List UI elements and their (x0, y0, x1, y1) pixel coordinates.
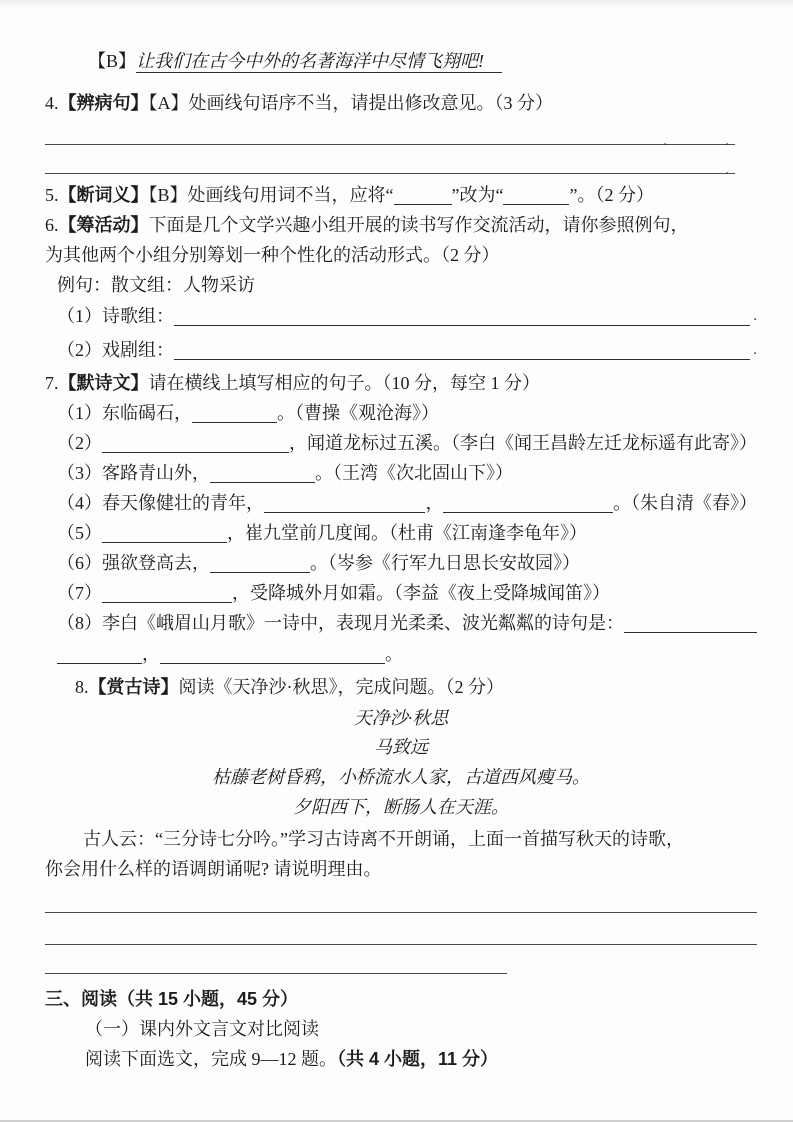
q7-item-6-post: 。（岑参《行军九日思长安故园》） (310, 553, 580, 573)
answer-line (45, 957, 507, 974)
fill-blank (210, 464, 315, 483)
fill-blank (160, 645, 385, 664)
fill-blank (264, 494, 425, 513)
question-4 (45, 88, 757, 118)
question-5-text-pre: 【B】处画线句用词不当，应将“ (148, 185, 394, 205)
question-8 (75, 672, 757, 702)
q8-prompt-line2: 你会用什么样的语调朗诵呢? 请说明理由。 (45, 859, 382, 879)
poem-line-2: 夕阳西下，断肠人在天涯。 (293, 797, 509, 817)
line-dot: . (725, 133, 729, 149)
question-8-number: 8. (75, 677, 89, 697)
question-5 (45, 180, 757, 210)
fill-blank (102, 434, 289, 453)
fill-blank (503, 186, 569, 205)
q6-sub-item-2 (57, 334, 757, 368)
q6-example (57, 270, 757, 300)
question-8-text: 阅读《天净沙·秋思》，完成问题。（2 分） (178, 677, 504, 697)
q7-item-5-pre: （5） (57, 523, 102, 543)
fill-blank (174, 307, 750, 326)
question-6-number: 6. (45, 215, 59, 235)
line-dot: . (725, 162, 729, 178)
fill-blank (624, 614, 757, 633)
q7-item-8-comma: ， (142, 644, 160, 664)
q7-item-2-post: ，闻道龙标过五溪。（李白《闻王昌龄左迁龙标遥有此寄》） (289, 433, 757, 453)
question-5-number: 5. (45, 185, 59, 205)
fill-blank (102, 584, 232, 603)
q7-item-8-pre: （8）李白《峨眉山月歌》一诗中，表现月光柔柔、波光粼粼的诗句是： (57, 613, 624, 633)
q7-item-3-pre: （3）客路青山外， (57, 463, 210, 483)
question-7-text: 请在横线上填写相应的句子。（10 分，每空 1 分） (148, 373, 540, 393)
question-8-tag: 【赏古诗】 (88, 677, 179, 697)
q7-item-8-period: 。 (385, 644, 403, 664)
excerpt-marker: 【B】 (88, 51, 137, 71)
question-7 (45, 368, 757, 398)
q6-example-text: 例句：散文组：人物采访 (57, 275, 255, 295)
answer-line (45, 157, 735, 178)
q7-item-3-post: 。（王湾《次北固山下》） (315, 463, 513, 483)
q7-item-1-pre: （1）东临碣石， (57, 403, 192, 423)
section-3-intro-text: 阅读下面选文，完成 9—12 题。 (85, 1049, 337, 1069)
question-5-text-mid: ”改为“ (451, 185, 504, 205)
question-6 (45, 210, 757, 240)
poem-author: 马致远 (374, 737, 428, 757)
line-dot: . (753, 308, 757, 324)
q7-item-7-pre: （7） (57, 583, 102, 603)
q7-item-7 (57, 578, 757, 608)
q7-item-8 (57, 608, 757, 638)
q7-item-2 (57, 428, 757, 458)
q8-prompt-line1: 古人云：“三分诗七分吟。”学习古诗离不开朗诵，上面一首描写秋天的诗歌， (83, 829, 684, 849)
line-dot: . (663, 133, 667, 149)
poem-line-1: 枯藤老树昏鸦，小桥流水人家，古道西风瘦马。 (212, 767, 590, 787)
q7-item-5 (57, 518, 757, 548)
q7-item-8-continuation (57, 638, 757, 670)
q7-item-4-mid: ， (425, 493, 444, 513)
q7-item-6 (57, 548, 757, 578)
question-6-continuation (45, 240, 757, 270)
poem-title: 天净沙·秋思 (353, 708, 449, 728)
q6-sub2-label: （2）戏剧组： (57, 340, 174, 360)
q7-item-6-pre: （6）强欲登高去， (57, 553, 210, 573)
fill-blank (174, 341, 750, 360)
fill-blank (57, 645, 142, 664)
line-dot: . (753, 342, 757, 358)
q7-item-4-post: 。（朱自清《春》） (613, 493, 757, 513)
excerpt-underlined-sentence: 让我们在古今中外的名著海洋中尽情飞翔吧! (136, 51, 502, 73)
fill-blank (394, 186, 452, 205)
answer-line (45, 128, 735, 149)
section-3-subtitle: （一）课内外文言文对比阅读 (85, 1019, 319, 1039)
q7-item-2-pre: （2） (57, 433, 102, 453)
fill-blank (192, 404, 277, 423)
section-3-title: 三、阅读（共 15 小题，45 分） (45, 989, 299, 1009)
question-5-text-post: ”。（2 分） (569, 185, 654, 205)
question-5-tag: 【断词义】 (58, 185, 149, 205)
q7-item-3 (57, 458, 757, 488)
fill-blank (102, 524, 227, 543)
fill-blank (210, 554, 310, 573)
question-4-text: 【A】处画线句语序不当，请提出修改意见。（3 分） (148, 93, 553, 113)
q7-item-7-post: ，受降城外月如霜。（李益《夜上受降城闻笛》） (232, 583, 610, 603)
q6-sub1-label: （1）诗歌组： (57, 306, 174, 326)
answer-line (45, 928, 757, 945)
section-3-intro (85, 1044, 757, 1074)
q7-item-1-post: 。（曹操《观沧海》） (277, 403, 439, 423)
question-6-text-line2: 为其他两个小组分别筹划一种个性化的活动形式。（2 分） (45, 245, 500, 265)
excerpt-line-b (88, 46, 757, 76)
question-7-number: 7. (45, 373, 59, 393)
question-6-text-line1: 下面是几个文学兴趣小组开展的读书写作交流活动，请你参照例句， (148, 215, 689, 235)
q6-sub-item-1 (57, 300, 757, 334)
q7-item-4-pre: （4）春天像健壮的青年， (57, 493, 264, 513)
question-4-number: 4. (45, 93, 59, 113)
section-3-intro-score: （共 4 小题，11 分） (337, 1049, 499, 1069)
q7-item-1 (57, 398, 757, 428)
question-7-tag: 【默诗文】 (58, 373, 149, 393)
q7-item-5-post: ，崔九堂前几度闻。（杜甫《江南逢李龟年》） (227, 523, 587, 543)
fill-blank (443, 494, 613, 513)
question-4-tag: 【辨病句】 (58, 93, 149, 113)
q7-item-4 (57, 488, 757, 518)
answer-line (45, 896, 757, 913)
question-6-tag: 【筹活动】 (58, 215, 149, 235)
